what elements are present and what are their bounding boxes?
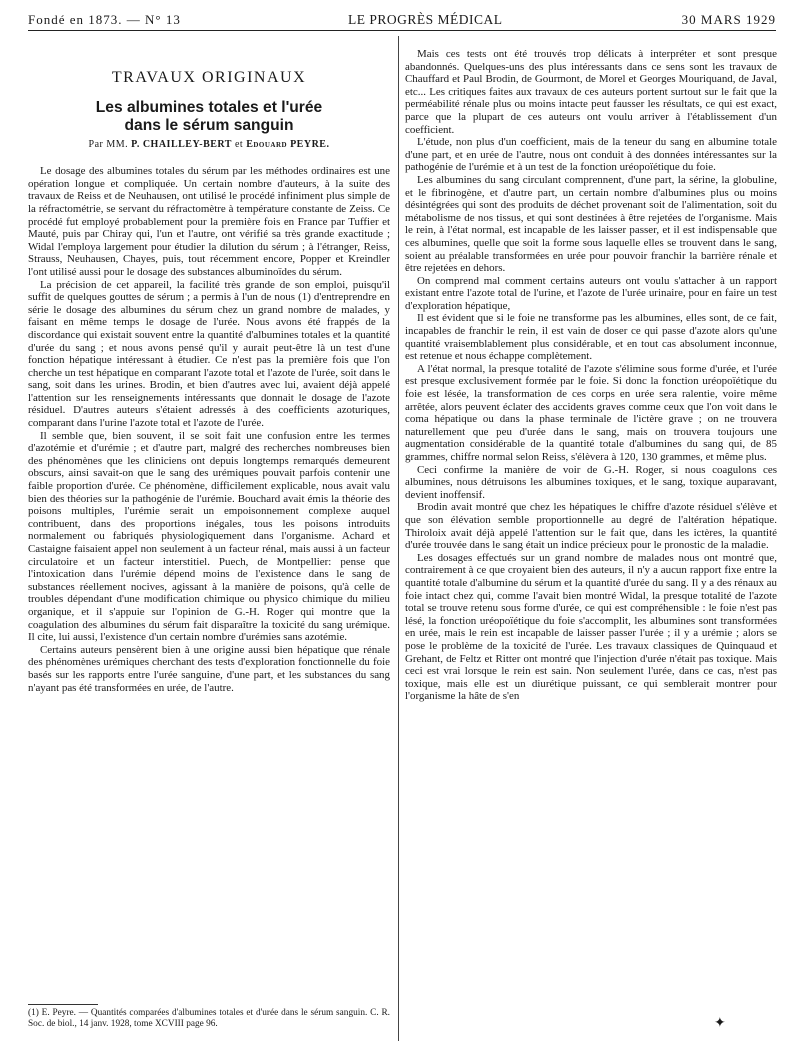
paragraph: On comprend mal comment certains auteurs ont voulu s'attacher à un rapport existant entre l'azote total de l'urine, et l'azote de l'urée urinaire, pour en faire un test d'exploration hépatique,	[405, 274, 777, 312]
column-divider	[398, 36, 399, 1041]
footnote: (1) E. Peyre. — Quantités comparées d'albumines totales et d'urée dans le sérum sanguin. C. R. Soc. de biol., 14 janv. 1928, tome XCVIII page 96.	[28, 1008, 390, 1029]
paragraph: Mais ces tests ont été trouvés trop délicats à interpréter et sont presque abandonnés. Quelques-uns des plus intéressants dans ce sens sont les travaux de Chauffard et Paul Brodin, de Gourmont, de Morel et Georges Mouriquand, de Javal, etc... Les critiques faites aux travaux de ces auteurs portent surtout sur le fait que la perméabilité rénale plus ou moins intacte peut fausser les résultats, ce qui est exact, parce que la plupart de ces auteurs ont voulu arriver à l'établissement d'un coefficient.	[405, 48, 777, 136]
paragraph: Les albumines du sang circulant comprennent, d'une part, la sérine, la globuline, et le fibrinogène, et d'autre part, un certain nombre d'albumines plus ou moins désintégrées qui sont des produits de déchet provenant soit de l'alimentation, soit du métabolisme de nos tissus, et qui sont destinées à être rejetées de l'organisme. Mais le rein, à l'état normal, est incapable de les laisser passer, et il est indispensable que ces albumines, quelle que soit la forme sous laquelle elles se trouvent dans le sang, soient au préalable transformées en urée pour pouvoir franchir la barrière rénale et être rejetées en dehors.	[405, 173, 777, 275]
paragraph: Ceci confirme la manière de voir de G.-H. Roger, si nous coagulons ces albumines, nous détruisons les albumines toxiques, et le sang, toxique auparavant, devient inoffensif.	[405, 463, 777, 501]
paragraph: Certains auteurs pensèrent bien à une origine aussi bien hépatique que rénale des phénomènes urémiques cherchant des tests d'exploration fonctionnelle du foie basés sur les rapports entre l'urée sanguine, d'une part, et les substances du sang n'ayant pas été transformées en urée, de l'autre.	[28, 643, 390, 694]
article-title	[28, 99, 390, 135]
paragraph: L'étude, non plus d'un coefficient, mais de la teneur du sang en albumine totale d'une part, et en urée de l'autre, nous ont conduit à des données intéressantes sur la pathogénie de l'urémie et à un test de la fonction uréopoïétique du foie.	[405, 136, 777, 174]
author-2: Edouard PEYRE.	[246, 138, 330, 150]
byline-prefix: Par MM.	[88, 138, 129, 150]
paragraph: Le dosage des albumines totales du sérum par les méthodes ordinaires est une opération longue et compliquée. Un certain nombre d'auteurs, à la suite des travaux de Reiss et de Neuhausen, ont utilisé le procédé infiniment plus simple de la réfractométrie, se servant du réfractomètre à température constante de Zeiss. Ce procédé fut employé probablement pour la première fois en France par Tuffier et Mauté, puis par Chiray qui, l'un et l'autre, ont vérifié sa très grande exactitude ; Widal l'employa largement pour étudier la dilution du sérum ; à l'étranger, Reiss, Strauss, Neuhausen, Chayes, puis, tout récemment encore, Popper et Kreindler l'ont utilisé aussi pour le dosage des substances albuminoïdes du sérum.	[28, 165, 390, 278]
header-journal-title: LE PROGRÈS MÉDICAL	[348, 12, 503, 27]
section-heading: TRAVAUX ORIGINAUX	[111, 69, 307, 86]
paragraph: La précision de cet appareil, la facilité très grande de son emploi, puisqu'il suffit de quelques gouttes de sérum ; a permis à l'un de nous (1) d'entreprendre en série le dosage des albumines du sérum chez un grand nombre de malades, y faisant en même temps le dosage de l'urée. Nous avons été frappés de la discordance qui existait souvent entre la quantité d'albumines totales et la quantité d'urée du sang ; et nous avons pensé qu'il y aurait peut-être là un test d'une fonction hépatique intéressant à étudier. Ce n'est pas la première fois que l'on cherche un test hépatique en comparant l'azote total et l'azote de l'urée, soit dans le sang, soit dans les urines. Brodin, et bien d'autres avec lui, avaient déjà appelé l'attention sur les renseignements intéressants que donnait le dosage de l'azote résiduel. D'autres auteurs s'étaient adressés à des coefficients azoturiques, comparant dans l'urine l'azote total et l'azote de l'urée.	[28, 278, 390, 430]
byline-and: et	[234, 138, 244, 150]
author-1: P. CHAILLEY-BERT	[131, 138, 232, 150]
paragraph: Il semble que, bien souvent, il se soit fait une confusion entre les termes d'azotémie et d'urémie ; et d'autre part, malgré des recherches nombreuses bien des phénomènes que les cliniciens ont depuis longtemps remarqués demeurent obscurs, ainsi savait-on que le sang des urémiques pouvait parfois contenir une faible proportion d'urée. Ce phénomène, difficilement explicable, nous avait valu bien des théories sur la pathogénie de l'urémie. Bouchard avait émis la théorie des poisons multiples, l'urémie serait un empoisonnement complexe auquel contribuent, dans des proportions inégales, tous les poisons introduits normalement ou fabriqués physiologiquement dans l'organisme. Achard et Castaigne faisaient appel non seulement à un facteur rénal, mais aussi à un facteur circulatoire et un facteur interstitiel. Puech, de Montpellier: pense que l'intoxication dans l'urémie dépend moins de l'existence dans le sang de substances réellement nocives, agissant à la manière de poisons, qu'à celle de troubles dépendant d'une modification chimique ou physico chimique du milieu organique, et il s'appuie sur l'opinion de G.-H. Roger qui montre que la coagulation des albumines du sérum fait disparaître la toxicité du sang urémique. Il cite, lui aussi, l'existence d'un certain nombre d'urémies sans azotémie.	[28, 429, 390, 644]
paragraph: Il est évident que si le foie ne transforme pas les albumines, elles sont, de ce fait, incapables de franchir le rein, il est vain de doser ce qui passe d'azote alors qu'une quantité vraisemblablement plus considérable, et en tout cas absolument inconnue, est retenue et nous échappe complètement.	[405, 312, 777, 363]
footnote-rule	[28, 1004, 98, 1005]
paragraph: Brodin avait montré que chez les hépatiques le chiffre d'azote résiduel s'élève et que son élévation semble proportionnelle au degré de l'altération hépatique. Thiroloix avait déjà appelé l'attention sur le fait que, dans les ictères, la quantité d'urée trouvée dans le sang était un indice précieux pour le pronostic de la maladie.	[405, 501, 777, 552]
header-founded: Fondé en 1873. — N° 13	[28, 12, 181, 27]
byline	[28, 139, 390, 152]
header-rule	[28, 30, 776, 31]
paragraph: Les dosages effectués sur un grand nombre de malades nous ont montré que, contrairement à ce que croyaient bien des auteurs, il n'y a aucun rapport fixe entre la quantité totale d'albumine du sérum et la quantité d'urée du sang. Il y a des rénaux au foie intact chez qui, comme l'avait bien montré Widal, la presque totalité de l'azote total se trouve retenu sous forme d'urée, ce qui est compréhensible : le foie n'est pas lésé, la fonction uréopoïétique du foie s'accomplit, les albumines sont transformées en urée, mais le rein est incapable de laisser passer l'urée ; il y a urémie ; alors se pose le problème de la toxicité de l'urée. Les travaux classiques de Quinquaud et Grehant, de Feltz et Ritter ont montré que l'injection d'urée n'était pas toxique. Mais ceci est vrai lorsque le rein est sain. Non seulement l'urée, dans ce cas, n'est pas toxique, mais elle est un diurétique puissant, ce qui semblerait montrer pour l'organisme la hâte de s'en	[405, 551, 777, 703]
header-date: 30 MARS 1929	[681, 12, 776, 27]
title-line-2: dans le sérum sanguin	[124, 116, 294, 134]
fleuron-ornament: ✦	[714, 1015, 726, 1031]
title-line-1: Les albumines totales et l'urée	[95, 98, 323, 116]
paragraph: A l'état normal, la presque totalité de l'azote s'élimine sous forme d'urée, et l'urée est presque exclusivement formée par le foie. Si donc la fonction uréopoïétique du foie est lésée, la transformation de ces corps en urée sera ralentie, voire même arrêtée, alors peuvent éclater des accidents graves comme ceux que l'on voit dans le coma hépatique ou dans la phase terminale de l'ictère grave ; on ne trouvera naturellement que peu d'urée dans le sang, mais on trouvera toujours une augmentation considérable de la quantité totale d'albumines du sang qui, de 85 grammes, chiffre normal selon Reiss, s'élèvera à 120, 130 grammes, et même plus.	[405, 362, 777, 463]
right-column	[405, 48, 777, 703]
running-header	[28, 8, 776, 30]
left-column	[28, 44, 390, 694]
